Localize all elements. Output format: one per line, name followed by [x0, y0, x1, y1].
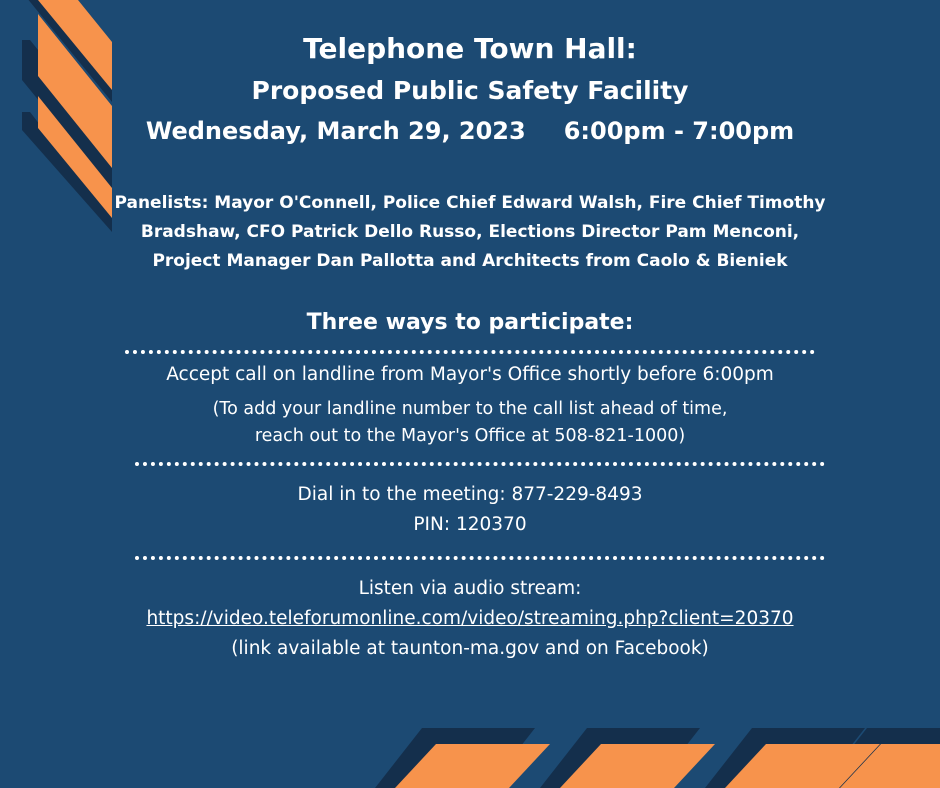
panelists-line-2: Bradshaw, CFO Patrick Dello Russo, Elections Director Pam Menconi,	[140, 222, 800, 242]
dotted-divider-1	[125, 350, 815, 354]
event-date: Wednesday, March 29, 2023	[145, 117, 526, 145]
option-stream: Listen via audio stream:	[358, 578, 582, 599]
event-time: 6:00pm - 7:00pm	[563, 117, 795, 145]
stream-link-note: (link available at taunton-ma.gov and on Facebook)	[231, 638, 709, 659]
option-landline: Accept call on landline from Mayor's Office shortly before 6:00pm	[166, 364, 774, 385]
option-landline-note-1: (To add your landline number to the call list ahead of time,	[212, 399, 728, 419]
event-subtitle: Proposed Public Safety Facility	[251, 76, 689, 105]
event-title: Telephone Town Hall:	[303, 32, 637, 65]
panelists-line-3: Project Manager Dan Pallotta and Architects from Caolo & Bieniek	[152, 251, 788, 271]
event-datetime	[0, 117, 940, 145]
option-landline-note-2: reach out to the Mayor's Office at 508-821-1000)	[254, 426, 686, 446]
bottom-right-stripes	[375, 728, 940, 788]
stream-link[interactable]: https://video.teleforumonline.com/video/streaming.php?client=20370	[146, 608, 794, 629]
dotted-divider-3	[135, 556, 825, 560]
dotted-divider-2	[135, 462, 825, 466]
participate-heading: Three ways to participate:	[306, 310, 634, 335]
option-dial-in-pin: PIN: 120370	[413, 514, 527, 535]
panelists-line-1: Panelists: Mayor O'Connell, Police Chief Edward Walsh, Fire Chief Timothy	[114, 193, 826, 213]
option-dial-in: Dial in to the meeting: 877-229-8493	[297, 484, 643, 505]
